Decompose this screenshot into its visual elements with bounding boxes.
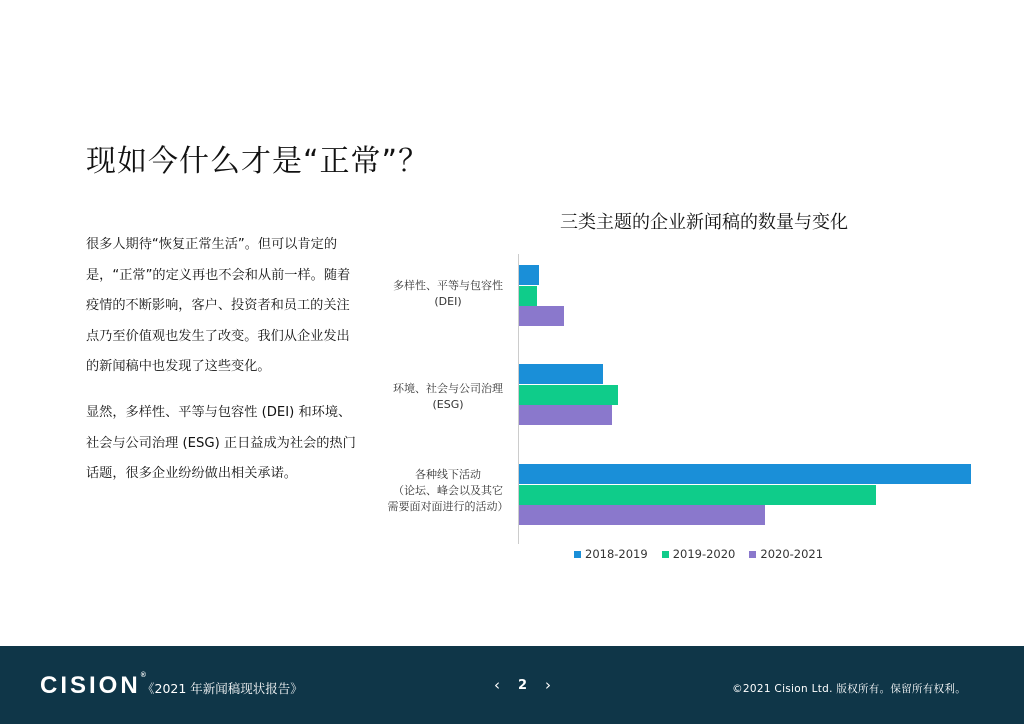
next-page-icon[interactable]: › [545, 676, 552, 694]
intro-paragraph: 很多人期待“恢复正常生活”。但可以肯定的是，“正常”的定义再也不会和从前一样。随着疫情的不断影响，客户、投资者和员工的关注点乃至价值观也发生了改变。我们从企业发出的新闻稿中也发现了这些变化。 [86, 237, 351, 374]
legend-swatch [749, 551, 756, 558]
legend-swatch [662, 551, 669, 558]
chart-legend [574, 547, 823, 561]
copyright-text: ©2021 Cision Ltd. 版权所有。保留所有权利。 [732, 683, 966, 695]
category-label-dei: 多样性、平等与包容性 (DEI) [393, 279, 503, 308]
page-number: 2 [518, 677, 528, 693]
legend-label: 2018-2019 [585, 547, 648, 561]
legend-item-2020-2021 [749, 547, 823, 561]
legend-label: 2019-2020 [672, 547, 736, 561]
legend-item-2018-2019 [574, 547, 648, 561]
category-label-events: 各种线下活动 （论坛、峰会以及其它 需要面对面进行的活动） [387, 468, 509, 513]
bar-2020-2021-cat-0 [519, 306, 564, 326]
legend-label: 2020-2021 [760, 547, 824, 561]
footer-bar [0, 646, 1024, 724]
page-title: 现如今什么才是“正常”？ [86, 144, 430, 179]
legend-swatch [574, 551, 581, 558]
bar-2019-2020-cat-0 [519, 286, 537, 306]
bar-2018-2019-cat-2 [519, 464, 971, 484]
dei-esg-paragraph: 显然，多样性、平等与包容性 (DEI) 和环境、社会与公司治理 (ESG) 正日益成为社会的热门话题，很多企业纷纷做出相关承诺。 [86, 405, 356, 481]
bar-2019-2020-cat-1 [519, 385, 618, 405]
legend-item-2019-2020 [662, 547, 736, 561]
logo-text: CISION [40, 672, 141, 699]
chart-title: 三类主题的企业新闻稿的数量与变化 [560, 212, 848, 233]
bar-2018-2019-cat-0 [519, 265, 539, 285]
bar-2019-2020-cat-2 [519, 485, 876, 505]
logo-trademark: ® [140, 672, 146, 679]
prev-page-icon[interactable]: ‹ [494, 676, 500, 694]
report-name: 《2021 年新闻稿现状报告》 [142, 681, 303, 696]
category-label-esg: 环境、社会与公司治理 (ESG) [393, 382, 503, 411]
bar-2018-2019-cat-1 [519, 364, 603, 384]
cision-logo [40, 672, 146, 700]
pagination [494, 676, 551, 694]
bar-2020-2021-cat-2 [519, 505, 765, 525]
bar-2020-2021-cat-1 [519, 405, 612, 425]
